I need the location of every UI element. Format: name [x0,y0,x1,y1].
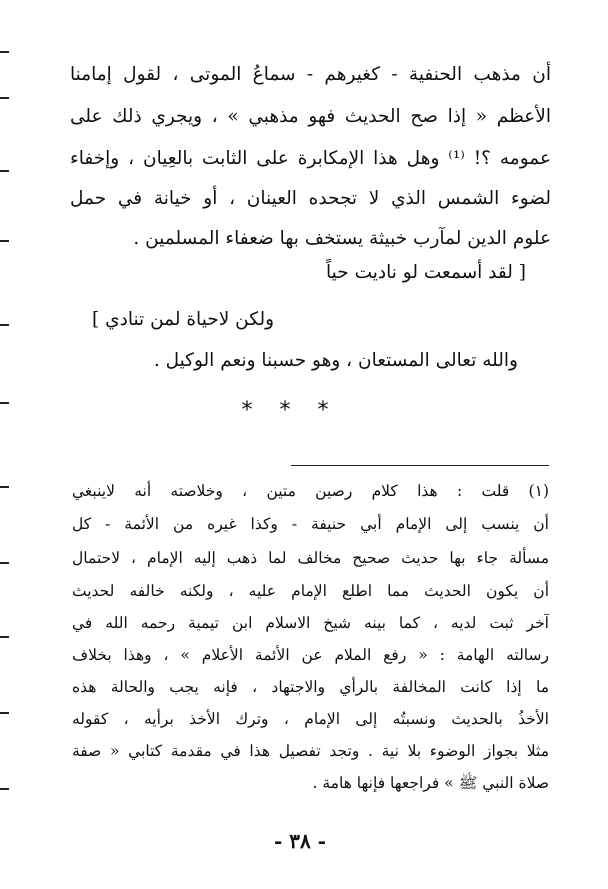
footnote-line: صلاة النبي ﷺ » فراجعها فإنها هامة . [312,774,549,792]
body-line: عمومه ؟! ⁽¹⁾ وهل هذا الإمكابرة على الثابت بالعِيان ، وإخفاء [70,148,551,169]
footnote-line: آخر ثبت لديه ، كما بينه شيخ الاسلام ابن تيمية رحمه الله في [72,614,549,632]
footnote-line: (١) قلت : هذا كلام رصين متين ، وخلاصته أنه لاينبغي [72,482,549,500]
footnote-line: أن يكون الحديث مما اطلع الإمام عليه ، ولكنه خالفه لحديث [72,582,549,600]
footnote-line: ما إذا كانت المخالفة بالرأي والاجتهاد ، فإنه يجب والحالة هذه [72,678,549,696]
margin-mark [0,636,9,638]
page-number: - ٣٨ - [273,829,326,853]
footnote-line: مثلا بجواز الوضوء بلا نية . وتجد تفصيل هذا في مقدمة كتابي « صفة [72,742,549,760]
margin-mark [0,170,9,172]
body-line: لضوء الشمس الذي لا تجحده العينان ، أو خيانة في حمل [70,188,551,209]
margin-mark [0,712,9,714]
margin-mark [0,324,9,326]
footnote-rule [291,465,549,466]
body-line: الأعظم « إذا صح الحديث فهو مذهبي » ، ويجري ذلك على [70,106,551,127]
margin-mark [0,97,9,99]
footnote-line: الأخذُ بالحديث ونسبتُه إلى الإمام ، وترك الأخذ برأيه ، كقوله [72,710,549,728]
margin-mark [0,402,9,404]
footnote-line: أن ينسب إلى الإمام أبي حنيفة - وكذا غيره من الأئمة - كل [72,515,549,533]
section-separator: * * * [241,398,339,423]
body-line: أن مذهب الحنفية - كغيرهم - سماعُ الموتى ، لقول إمامنا [70,64,551,85]
footnote-line: رسالته الهامة : « رفع الملام عن الأئمة الأعلام » ، وهذا بخلاف [72,646,549,664]
closing-line: والله تعالى المستعان ، وهو حسبنا ونعم الوكيل . [153,350,518,371]
margin-mark [0,562,9,564]
margin-mark [0,788,9,790]
verse-hemistich-2: ولكن لاحياة لمن تنادي ] [92,309,275,330]
margin-mark [0,240,9,242]
footnote-line: مسألة جاء بها حديث صحيح مخالف لما ذهب إليه الإمام ، لاحتمال [72,549,549,567]
margin-mark [0,486,9,488]
verse-hemistich-1: [ لقد أسمعت لو ناديت حياً [326,262,526,283]
body-line: علوم الدين لمآرب خبيثة يستخف بها ضعفاء المسلمين . [133,228,551,249]
margin-mark [0,51,9,53]
